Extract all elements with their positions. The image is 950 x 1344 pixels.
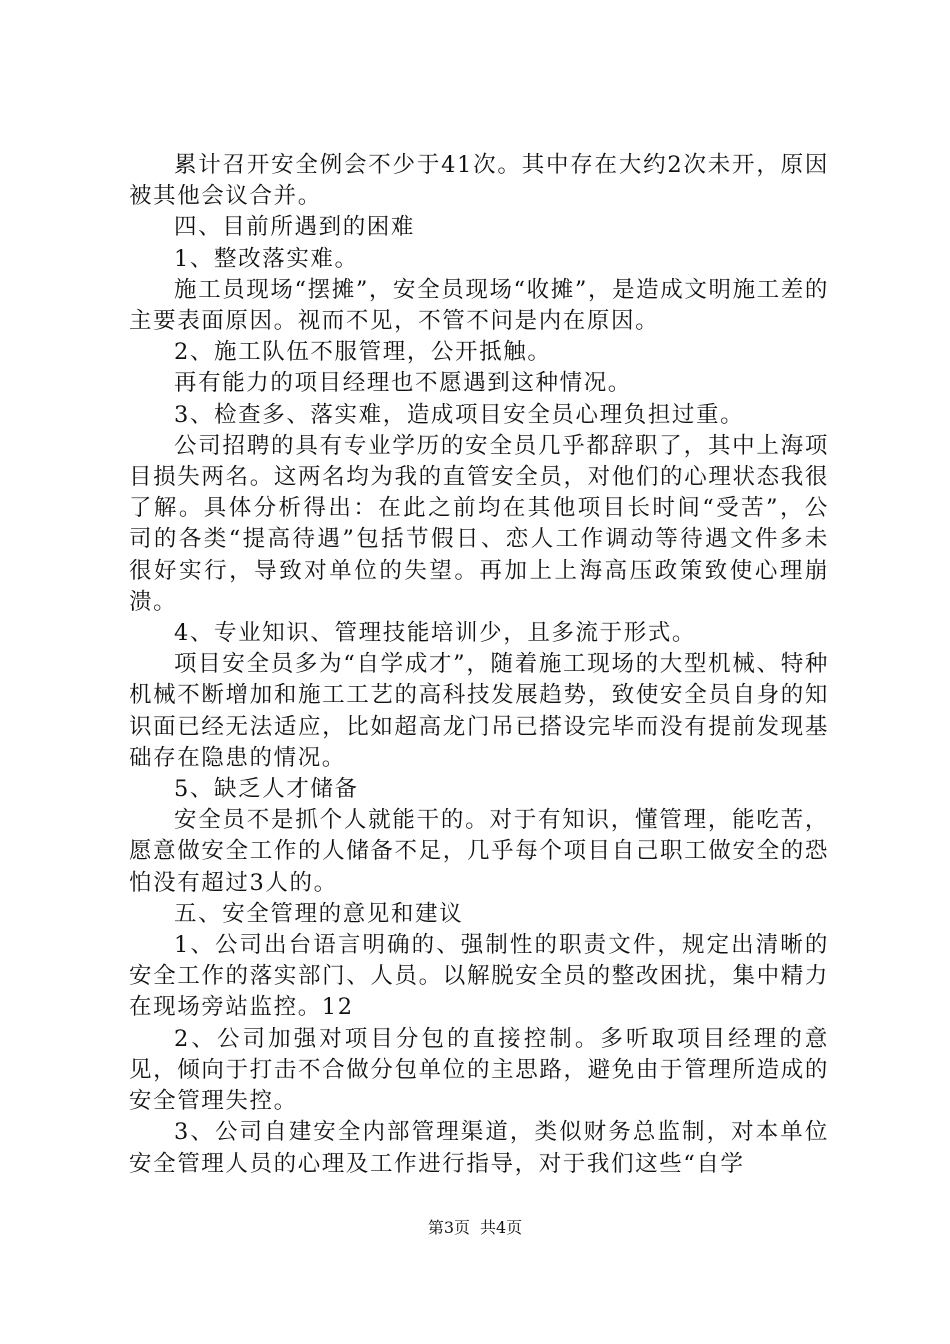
subheading: 1、整改落实难。 xyxy=(174,245,359,272)
paragraph: 再有能力的项目经理也不愿遇到这种情况。 xyxy=(174,370,632,397)
paragraph: 公司招聘的具有专业学历的安全员几乎都辞职了，其中上海项目损失两名。这两名均为我的直管安全员，对他们的心理状态我很了解。具体分析得出：在此之前均在其他项目长时间“受苦”，公司的各类“提高待遇”包括节假日、恋人工作调动等待遇文件多未很好实行，导致对单位的失望。再加上上海高压政策致使心理崩溃。 xyxy=(129,432,829,615)
paragraph: 施工员现场“摆摊”，安全员现场“收摊”，是造成文明施工差的主要表面原因。视而不见，不管不问是内在原因。 xyxy=(129,276,829,335)
paragraph: 2、公司加强对项目分包的直接控制。多听取项目经理的意见，倾向于打击不合做分包单位的主思路，避免由于管理所造成的安全管理失控。 xyxy=(129,1025,829,1115)
subheading: 2、施工队伍不服管理，公开抵触。 xyxy=(174,339,552,366)
subheading: 5、缺乏人才储备 xyxy=(174,776,359,803)
paragraph: 安全员不是抓个人就能干的。对于有知识，懂管理，能吃苦，愿意做安全工作的人储备不足，几乎每个项目自己职工做安全的恐怕没有超过3人的。 xyxy=(129,807,829,896)
subheading: 4、专业知识、管理技能培训少，且多流于形式。 xyxy=(174,620,697,647)
page-footer xyxy=(0,1215,950,1238)
paragraph: 项目安全员多为“自学成才”，随着施工现场的大型机械、特种机械不断增加和施工工艺的高科技发展趋势，致使安全员自身的知识面已经无法适应，比如超高龙门吊已搭设完毕而没有提前发现基础存在隐患的情况。 xyxy=(129,651,829,771)
page-number: 第3页 xyxy=(427,1218,470,1237)
section-heading: 五、安全管理的意见和建议 xyxy=(174,900,464,927)
page-total: 共4页 xyxy=(480,1218,523,1237)
paragraph: 1、公司出台语言明确的、强制性的职责文件，规定出清晰的安全工作的落实部门、人员。以解脱安全员的整改困扰，集中精力在现场旁站监控。12 xyxy=(129,932,829,1021)
paragraph: 累计召开安全例会不少于41次。其中存在大约2次未开，原因被其他会议合并。 xyxy=(129,152,829,210)
subheading: 3、检查多、落实难，造成项目安全员心理负担过重。 xyxy=(174,401,745,428)
section-heading: 四、目前所遇到的困难 xyxy=(174,214,416,241)
paragraph: 3、公司自建安全内部管理渠道，类似财务总监制，对本单位安全管理人员的心理及工作进行指导，对于我们这些“自学 xyxy=(129,1119,829,1177)
document-body xyxy=(129,150,829,1180)
